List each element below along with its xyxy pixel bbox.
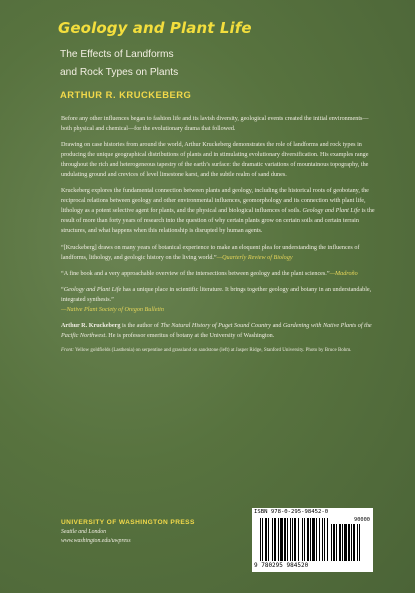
subtitle-line-2: and Rock Types on Plants <box>60 67 179 78</box>
credit-text: Yellow goldfields (Lasthenia) on serpentine and grassland on sandstone (left) at Jasper Ridge, Stanford University. Photo by Bruce Bohm. <box>73 348 352 354</box>
paragraph-3-text-b: is the result of more than forty years of research into the question of why certain plants grow on certain soils and certain terrain structures, and what happens when this relationship is disrupted by human agents. <box>61 208 375 235</box>
isbn-text: ISBN 978-0-295-98452-0 <box>254 509 329 515</box>
publisher-name: UNIVERSITY OF WASHINGTON PRESS <box>61 519 195 526</box>
bio-author-name: Arthur R. Kruckeberg <box>61 323 121 330</box>
publisher-block <box>61 519 195 546</box>
price-code: 90000 <box>354 517 370 523</box>
credit-label: Front: <box>61 348 74 354</box>
description-paragraph-1: Before any other influences began to fashion life and its lavish diversity, geological events created the initial environments—both physical and chemical—for the evolutionary drama that followed. <box>61 116 369 132</box>
review-quote-2 <box>61 269 376 279</box>
author-bio <box>61 321 376 341</box>
paragraph-3-book-title: Geology and Plant Life <box>302 208 360 215</box>
bio-book-1: The Natural History of Puget Sound Country <box>160 323 272 330</box>
barcode-number: 9 780295 984520 <box>254 562 309 569</box>
ean-barcode <box>260 518 328 561</box>
cover-copy <box>61 114 376 355</box>
barcode-box <box>252 508 373 572</box>
quote-2-text: “A fine book and a very approachable overview of the intersections between geology and the plant sciences.” <box>61 270 330 277</box>
book-title: Geology and Plant Life <box>58 19 252 37</box>
description-paragraph-3 <box>61 186 376 236</box>
publisher-city: Seattle and London <box>61 529 107 535</box>
quote-3-source: —Native Plant Society of Oregon Bulletin <box>61 306 164 313</box>
quote-2-source: —Madroño <box>329 270 358 277</box>
subtitle-line-1: The Effects of Landforms <box>60 49 174 60</box>
bio-text-c: . He is professor emeritus of botany at the University of Washington. <box>105 333 275 340</box>
bio-text-a: is the author of <box>120 323 161 330</box>
bio-book-2: Gardening with Native Plants of the Pacific Northwest <box>61 323 372 340</box>
quote-1-text: “[Kruckeberg] draws on many years of botanical experience to make an eloquent plea for understanding the influences of landforms, lithology, and geologic history on the living world.” <box>61 244 360 261</box>
publisher-url: www.washington.edu/uwpress <box>61 538 131 544</box>
quote-3-text: has a unique place in scientific literature. It brings together geology and botany in an understandable, integrated synthesis.” <box>61 286 372 303</box>
photo-credit <box>61 347 376 355</box>
quote-1-source: —Quarterly Review of Biology <box>216 254 293 261</box>
review-quote-1 <box>61 243 376 263</box>
book-subtitle <box>60 46 360 82</box>
paragraph-3-text-a: Kruckeberg explores the fundamental connection between plants and geology, including the historical roots of geobotany, the reciprocal relations between geology and other environmental influences, geomorphology and its connection with plant life, lithology as a potent selective agent for plants, and the physical and biological influences of soils. <box>61 188 369 215</box>
review-quote-3 <box>61 285 376 315</box>
description-paragraph-2: Drawing on case histories from around the world, Arthur Kruckeberg demonstrates the role of landforms and rock types in producing the unique geographical distributions of plants and in stimulating evolutionary diversification. His examples range throughout the rich and heterogeneous tapestry of the earth’s surface: the dramatic variations of mountainous topography, the undulating ground and crevices of level limestone karst, and the subtle realm of sand dunes. <box>61 142 369 179</box>
author-name: ARTHUR R. KRUCKEBERG <box>60 89 192 100</box>
addon-barcode <box>331 524 369 561</box>
quote-3-book-title: Geology and Plant Life <box>63 286 122 293</box>
bio-text-b: and <box>271 323 283 330</box>
quote-3-open: “ <box>61 286 64 293</box>
